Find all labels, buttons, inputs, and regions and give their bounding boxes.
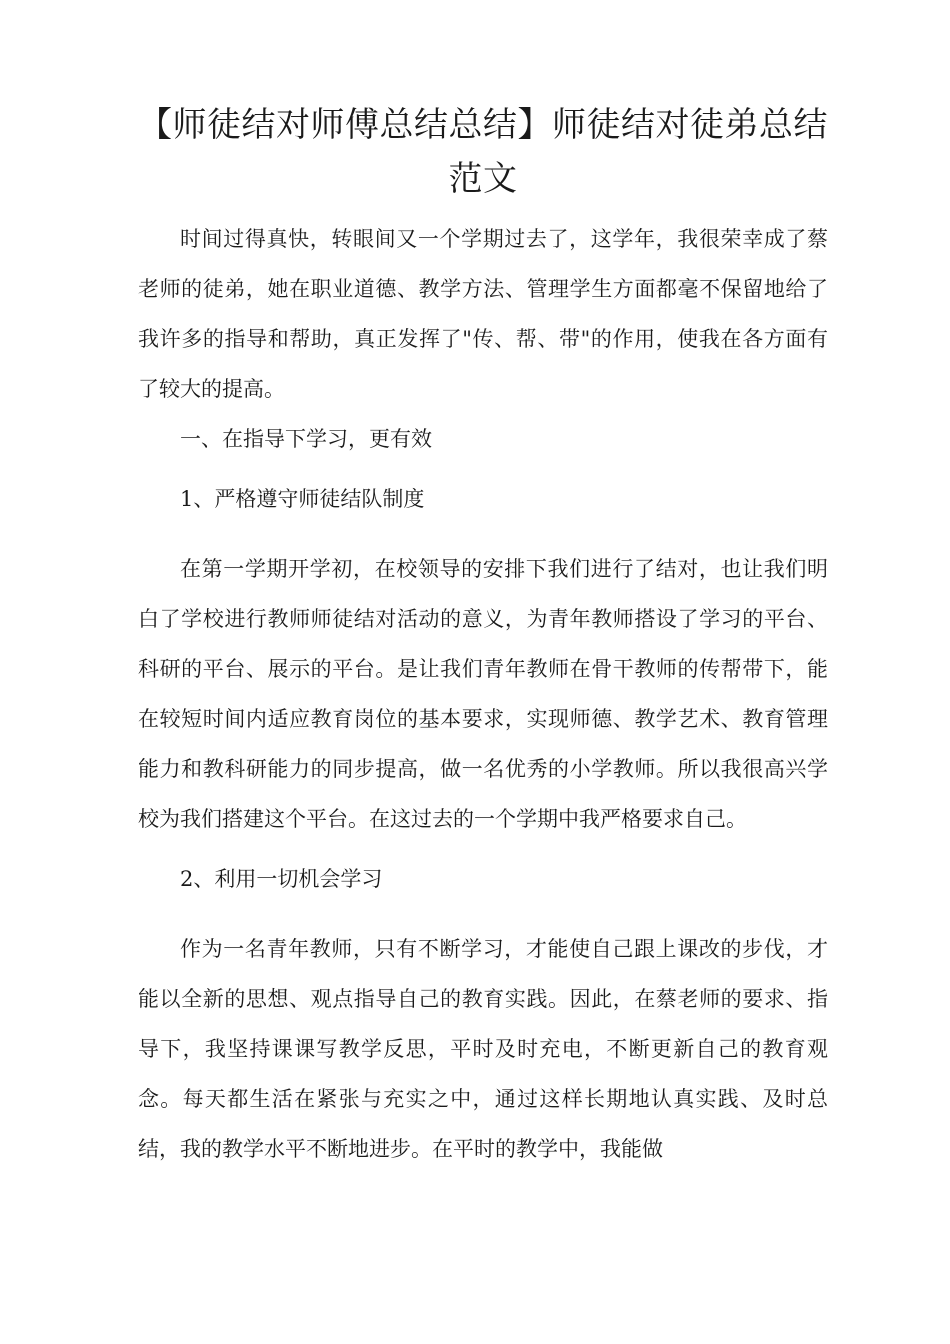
document-page xyxy=(138,98,828,1174)
item-2-paragraph: 作为一名青年教师，只有不断学习，才能使自己跟上课改的步伐，才能以全新的思想、观点指导自己的教育实践。因此，在蔡老师的要求、指导下，我坚持课课写教学反思，平时及时充电，不断更新自己的教育观念。每天都生活在紧张与充实之中，通过这样长期地认真实践、及时总结，我的教学水平不断地进步。在平时的教学中，我能做 xyxy=(138,937,828,1161)
item-1-paragraph: 在第一学期开学初，在校领导的安排下我们进行了结对，也让我们明白了学校进行教师师徒结对活动的意义，为青年教师搭设了学习的平台、科研的平台、展示的平台。是让我们青年教师在骨干教师的传帮带下，能在较短时间内适应教育岗位的基本要求，实现师德、教学艺术、教育管理能力和教科研能力的同步提高，做一名优秀的小学教师。所以我很高兴学校为我们搭建这个平台。在这过去的一个学期中我严格要求自己。 xyxy=(138,557,828,831)
section-heading-1: 一、在指导下学习，更有效 xyxy=(180,427,432,451)
item-heading-2: 2、利用一切机会学习 xyxy=(180,867,383,891)
item-heading-1: 1、严格遵守师徒结队制度 xyxy=(180,487,425,511)
spacer xyxy=(138,844,828,854)
spacer xyxy=(138,464,828,474)
spacer xyxy=(138,904,828,924)
spacer xyxy=(138,206,828,214)
document-title: 【师徒结对师傅总结总结】师徒结对徒弟总结范文 xyxy=(138,105,828,199)
spacer xyxy=(138,524,828,544)
intro-paragraph: 时间过得真快，转眼间又一个学期过去了，这学年，我很荣幸成了蔡老师的徒弟，她在职业道德、教学方法、管理学生方面都毫不保留地给了我许多的指导和帮助，真正发挥了"传、帮、带"的作用，使我在各方面有了较大的提高。 xyxy=(138,227,828,401)
